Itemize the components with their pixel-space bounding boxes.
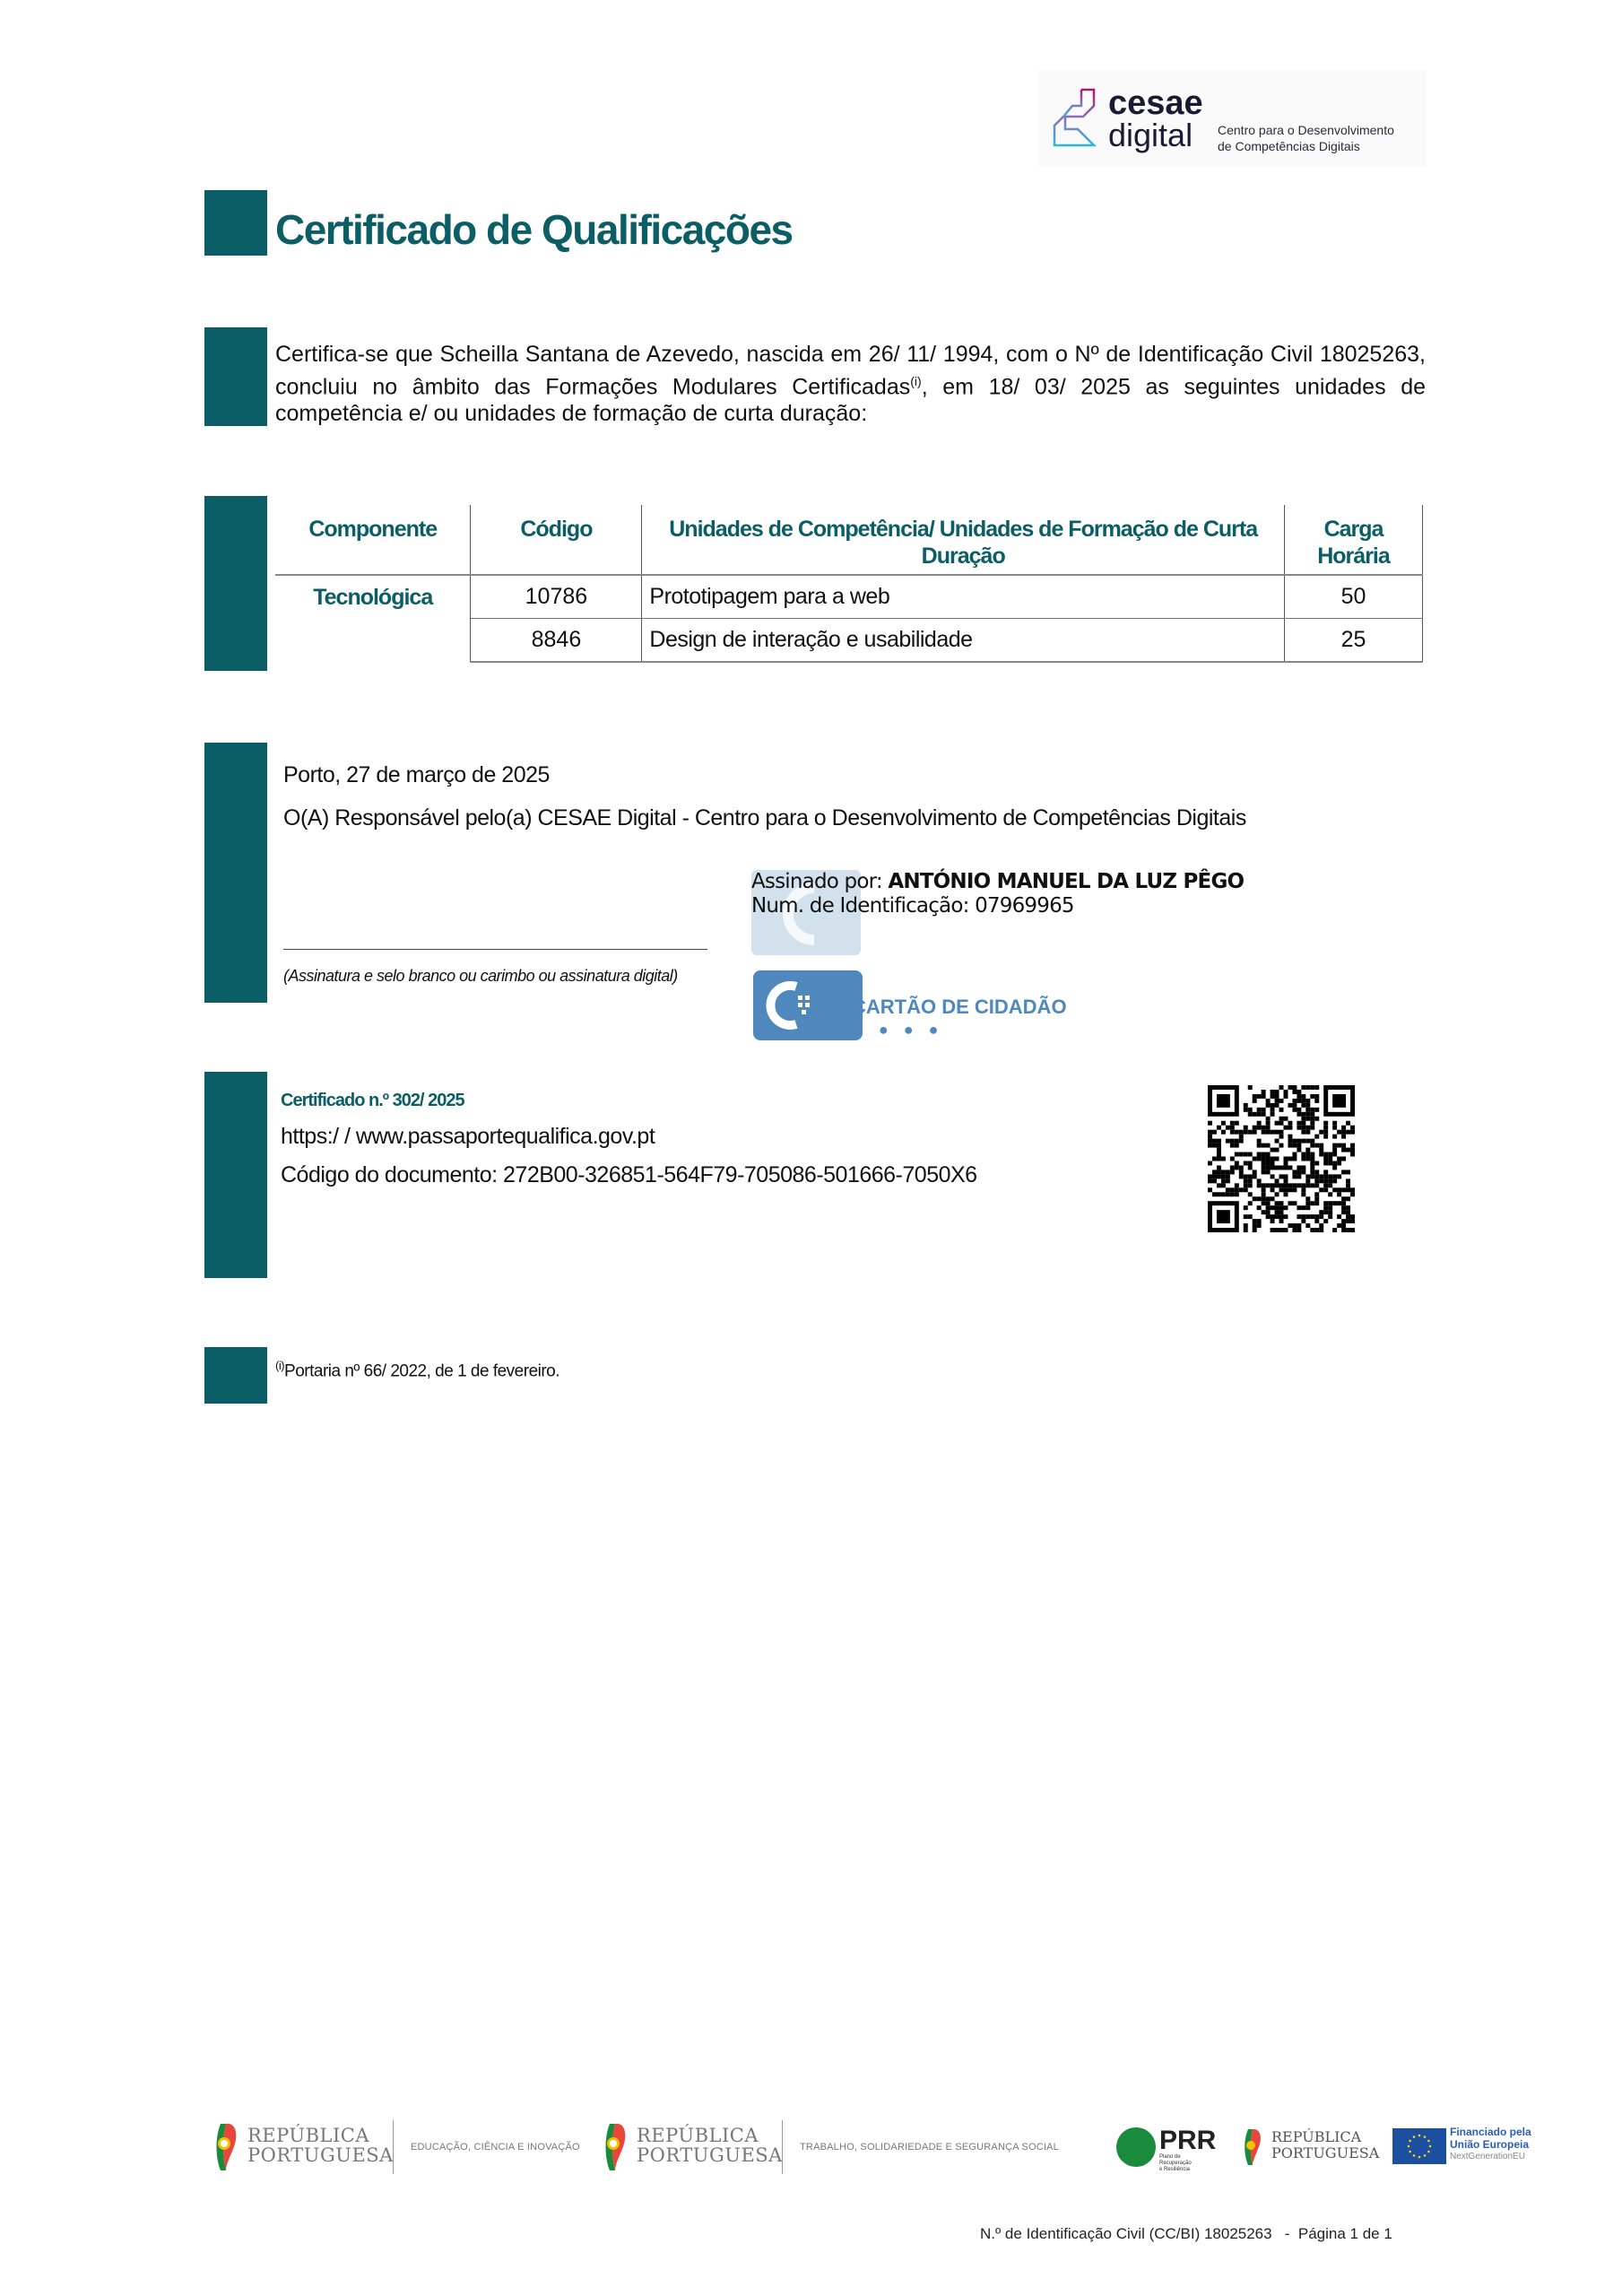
prr-globe-icon <box>1116 2127 1156 2167</box>
intro-accent-bar <box>204 327 267 426</box>
republica-portuguesa-text <box>247 2126 394 2165</box>
certification-statement <box>275 341 1426 427</box>
digital-signature-info <box>751 870 1244 918</box>
header-codigo: Código <box>471 505 642 575</box>
signature-line <box>283 949 707 950</box>
certificate-accent-bar <box>204 1072 267 1278</box>
ministry-labour: TRABALHO, SOLIDARIEDADE E SEGURANÇA SOCIAL <box>800 2142 1059 2152</box>
certificate-number: Certificado n.º 302/ 2025 <box>281 1091 464 1110</box>
portugal-flag-icon <box>1243 2127 1262 2167</box>
competency-units-table <box>275 505 1423 663</box>
cartao-de-cidadao-c-icon <box>753 970 863 1040</box>
prr-subtitle <box>1159 2154 1192 2173</box>
cartao-de-cidadao-logo <box>753 970 863 1040</box>
eu-flag-icon <box>1392 2128 1446 2164</box>
hours-cell: 25 <box>1285 619 1423 663</box>
footnote-text: Portaria nº 66/ 2022, de 1 de fevereiro. <box>284 1361 560 1381</box>
rp-line2: PORTUGUESA <box>637 2144 783 2166</box>
logo-divider <box>393 2120 394 2174</box>
place-and-date: Porto, 27 de março de 2025 <box>283 762 550 787</box>
signed-by-label: Assinado por: <box>751 870 882 893</box>
header-carga-horaria: Carga Horária <box>1285 505 1423 575</box>
responsible-entity: O(A) Responsável pelo(a) CESAE Digital - Centro para o Desenvolvimento de Competências Digitais <box>283 805 1246 831</box>
rp-line2: PORTUGUESA <box>247 2144 394 2166</box>
cesae-digital-logo <box>1038 70 1426 167</box>
eu-funding-text <box>1450 2126 1531 2163</box>
header-componente: Componente <box>275 505 471 575</box>
table-row <box>275 575 1423 619</box>
footnote <box>275 1359 559 1381</box>
signer-name: ANTÓNIO MANUEL DA LUZ PÊGO <box>888 870 1245 893</box>
portugal-flag-icon <box>603 2118 628 2174</box>
footnote-mark: (i) <box>275 1359 285 1372</box>
unit-name-cell: Prototipagem para a web <box>642 575 1285 619</box>
republica-portuguesa-text <box>637 2126 783 2165</box>
ministry-education: EDUCAÇÃO, CIÊNCIA E INOVAÇÃO <box>411 2142 580 2152</box>
prr-sub-line2: e Resiliência <box>1159 2167 1191 2172</box>
page-footer: N.º de Identificação Civil (CC/BI) 18025263 - Página 1 de 1 <box>980 2225 1392 2242</box>
signer-id-number: Num. de Identificação: 07969965 <box>751 894 1074 918</box>
component-cell: Tecnológica <box>275 575 471 662</box>
rp-line1: REPÚBLICA <box>1271 2128 1362 2145</box>
rp-line2: PORTUGUESA <box>1271 2144 1380 2161</box>
qr-code-icon <box>1208 1085 1355 1232</box>
cesae-logo-mark-icon <box>1051 86 1105 151</box>
code-cell: 8846 <box>471 619 642 663</box>
logo-divider <box>782 2120 783 2174</box>
eu-stars-icon <box>1392 2128 1446 2164</box>
logo-word-cesae: cesae <box>1108 84 1203 122</box>
logo-tagline-line1: Centro para o Desenvolvimento <box>1218 123 1394 137</box>
republica-portuguesa-text <box>1271 2129 1379 2161</box>
logo-word-digital: digital <box>1108 117 1193 153</box>
prr-sub-line1: Plano de Recuperação <box>1159 2154 1192 2166</box>
eu-line1: Financiado pela <box>1450 2126 1531 2138</box>
table-accent-bar <box>204 496 267 671</box>
statement-text-part1: Certifica-se que Scheilla Santana de Azevedo, nascida em 26/ 11/ 1994, com o Nº de Identificação Civil 18025263, concluiu no âmbito das Formações Modulares Certificadas <box>275 342 1426 400</box>
title-accent-bar <box>204 190 267 256</box>
code-cell: 10786 <box>471 575 642 619</box>
header-unidades: Unidades de Competência/ Unidades de Formação de Curta Duração <box>642 505 1285 575</box>
statement-text-part2: , em 18/ 03/ 2025 as seguintes unidades de competência e/ ou unidades de formação de curta duração: <box>275 374 1426 427</box>
logo-tagline <box>1218 122 1394 154</box>
document-code: Código do documento: 272B00-326851-564F79-705086-501666-7050X6 <box>281 1162 977 1187</box>
cartao-de-cidadao-dots: ● ● ● ● <box>854 1021 944 1039</box>
rp-line1: REPÚBLICA <box>247 2125 370 2146</box>
page-title: Certificado de Qualificações <box>275 206 793 253</box>
footnote-accent-bar <box>204 1347 267 1404</box>
rp-line1: REPÚBLICA <box>637 2125 759 2146</box>
hours-cell: 50 <box>1285 575 1423 619</box>
signature-accent-bar <box>204 743 267 1003</box>
signed-by-line <box>751 870 1244 894</box>
unit-name-cell: Design de interação e usabilidade <box>642 619 1285 663</box>
table-header-row <box>275 505 1423 575</box>
logo-tagline-line2: de Competências Digitais <box>1218 139 1360 153</box>
eu-line2: União Europeia <box>1450 2138 1530 2151</box>
verification-url[interactable]: https:/ / www.passaportequalifica.gov.pt <box>281 1124 655 1149</box>
cartao-de-cidadao-label: CARTÃO DE CIDADÃO <box>852 996 1067 1018</box>
eu-line3: NextGenerationEU <box>1450 2152 1525 2161</box>
prr-title: PRR <box>1159 2126 1217 2155</box>
signature-caption: (Assinatura e selo branco ou carimbo ou assinatura digital) <box>283 967 678 985</box>
footnote-reference: (i) <box>910 374 922 388</box>
portugal-flag-icon <box>213 2118 239 2174</box>
